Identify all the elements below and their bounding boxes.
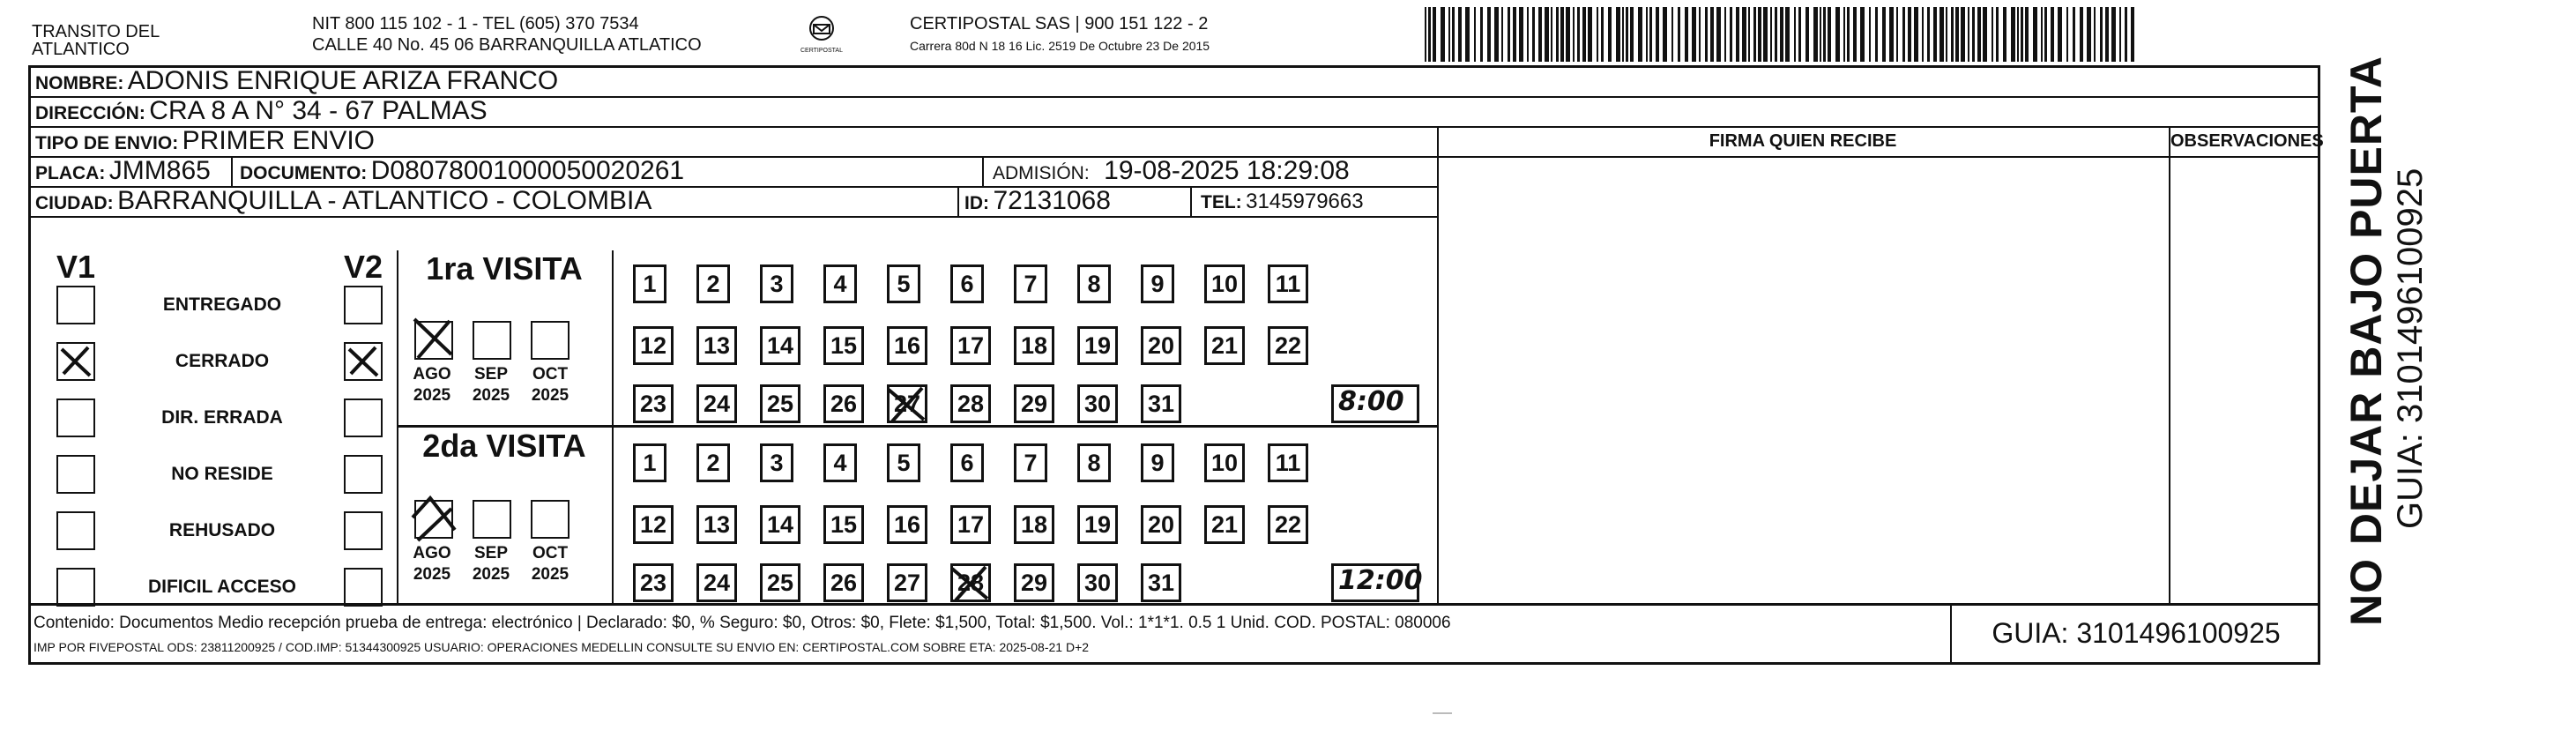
- barcode-bar: [2051, 7, 2054, 62]
- day-box[interactable]: 22: [1268, 326, 1308, 365]
- barcode-bar: [1835, 7, 1840, 62]
- visit-2-month-sep: SEP: [473, 544, 509, 562]
- day-box[interactable]: 4: [823, 443, 857, 482]
- day-box[interactable]: 3: [760, 443, 793, 482]
- id: [964, 186, 1111, 214]
- visit-2: [398, 428, 1437, 603]
- barcode-bar: [1860, 7, 1865, 62]
- day-box[interactable]: 25: [760, 384, 800, 423]
- day-box[interactable]: 1: [633, 264, 666, 303]
- v2-checkbox[interactable]: [344, 399, 383, 437]
- day-box[interactable]: 3: [760, 264, 793, 303]
- barcode-bar: [1951, 7, 1954, 62]
- barcode-bar: [1597, 7, 1598, 62]
- v1-label: V1: [56, 249, 96, 285]
- ciudad-label: CIUDAD:: [35, 193, 114, 213]
- status-label: NO RESIDE: [171, 464, 273, 484]
- day-box[interactable]: 1: [633, 443, 666, 482]
- day-box[interactable]: 24: [696, 563, 737, 602]
- day-box[interactable]: 28: [950, 563, 991, 602]
- day-box[interactable]: 30: [1077, 563, 1118, 602]
- barcode-bar: [1508, 7, 1510, 62]
- day-mark-icon: [947, 560, 993, 606]
- day-box[interactable]: 27: [887, 384, 927, 423]
- day-box[interactable]: 31: [1141, 563, 1181, 602]
- day-box[interactable]: 8: [1077, 264, 1111, 303]
- barcode-bar: [1820, 7, 1821, 62]
- day-box[interactable]: 20: [1141, 505, 1181, 544]
- day-box[interactable]: 5: [887, 443, 920, 482]
- day-box[interactable]: 26: [823, 563, 864, 602]
- barcode-bar: [1699, 7, 1701, 62]
- day-box[interactable]: 21: [1204, 505, 1245, 544]
- visit-1-year-sep: 2025: [472, 386, 510, 405]
- day-box[interactable]: 19: [1077, 505, 1118, 544]
- certipostal-logo: [795, 12, 848, 58]
- v2-checkbox[interactable]: [344, 455, 383, 494]
- barcode-bar: [1798, 7, 1801, 62]
- barcode: [1425, 7, 2139, 62]
- barcode-bar: [1480, 7, 1483, 62]
- barcode-bar: [2125, 7, 2127, 62]
- footer-guia: GUIA: 3101496100925: [1992, 617, 2281, 649]
- side-guia: GUIA: 3101496100925: [2391, 168, 2430, 529]
- nombre-label: NOMBRE:: [35, 73, 124, 93]
- barcode-bar: [1577, 7, 1580, 62]
- barcode-bar: [1532, 7, 1535, 62]
- barcode-bar: [1646, 7, 1648, 62]
- barcode-bar: [1914, 7, 1918, 62]
- visit-1-sep-checkbox[interactable]: [473, 321, 511, 360]
- visit-2-year-ago: 2025: [413, 565, 451, 584]
- tel-label: TEL:: [1201, 192, 1242, 212]
- v2-checkbox[interactable]: [344, 286, 383, 324]
- barcode-bar: [1869, 7, 1871, 62]
- day-box[interactable]: 2: [696, 264, 730, 303]
- v2-checkbox[interactable]: [344, 511, 383, 550]
- barcode-bar: [1560, 7, 1564, 62]
- barcode-bar: [1730, 7, 1732, 62]
- tel-value: 3145979663: [1246, 190, 1364, 213]
- visit-2-oct-checkbox[interactable]: [531, 500, 570, 539]
- day-box[interactable]: 4: [823, 264, 857, 303]
- barcode-bar: [1428, 7, 1431, 62]
- visit-2-month-ago: AGO: [413, 544, 451, 562]
- scan-speck: [1433, 712, 1452, 714]
- day-box[interactable]: 6: [950, 264, 984, 303]
- day-box[interactable]: 27: [887, 563, 927, 602]
- day-box[interactable]: 7: [1014, 443, 1047, 482]
- barcode-bar: [1882, 7, 1886, 62]
- barcode-bar: [1992, 7, 1993, 62]
- visit-1-month-oct: OCT: [532, 365, 569, 384]
- barcode-bar: [2094, 7, 2096, 62]
- day-box[interactable]: 16: [887, 505, 927, 544]
- right-panel: [1437, 128, 2324, 603]
- visit-1-oct-checkbox[interactable]: [531, 321, 570, 360]
- barcode-bar: [1513, 7, 1516, 62]
- documento-label: DOCUMENTO:: [240, 163, 368, 183]
- barcode-bar: [1705, 7, 1708, 62]
- documento-value: D080780010000500202​61: [370, 156, 685, 185]
- day-box[interactable]: 29: [1014, 563, 1054, 602]
- day-box[interactable]: 25: [760, 563, 800, 602]
- barcode-bar: [1933, 7, 1937, 62]
- barcode-bar: [1582, 7, 1586, 62]
- barcode-bar: [1775, 7, 1777, 62]
- barcode-bar: [1692, 7, 1696, 62]
- observaciones-label: OBSERVACIONES: [2170, 131, 2324, 151]
- day-box[interactable]: 29: [1014, 384, 1054, 423]
- v1-checkbox[interactable]: [56, 286, 95, 324]
- barcode-bar: [1908, 7, 1911, 62]
- v1-checkbox[interactable]: [56, 399, 95, 437]
- barcode-bar: [1452, 7, 1455, 62]
- barcode-bar: [2033, 7, 2037, 62]
- visit-1-month-sep: SEP: [473, 365, 509, 384]
- barcode-bar: [2041, 7, 2043, 62]
- barcode-bar: [1649, 7, 1652, 62]
- day-box[interactable]: 20: [1141, 326, 1181, 365]
- day-box[interactable]: 7: [1014, 264, 1047, 303]
- day-box[interactable]: 12: [633, 505, 674, 544]
- visit-2-years: [407, 565, 575, 585]
- v1-checkbox[interactable]: [56, 455, 95, 494]
- barcode-bar: [1763, 7, 1768, 62]
- row-nombre: [28, 68, 2320, 98]
- barcode-bar: [2021, 7, 2023, 62]
- barcode-bar: [1630, 7, 1634, 62]
- visit-1-year-oct: 2025: [531, 386, 570, 405]
- check-mark-icon: [344, 342, 383, 381]
- barcode-bar: [1922, 7, 1924, 62]
- barcode-bar: [2025, 7, 2029, 62]
- placa-label: PLACA:: [35, 163, 106, 183]
- day-box[interactable]: 19: [1077, 326, 1118, 365]
- day-mark-icon: [883, 381, 929, 427]
- status-label: CERRADO: [175, 351, 270, 371]
- barcode-bar: [1847, 7, 1850, 62]
- day-box[interactable]: 26: [823, 384, 864, 423]
- barcode-bar: [1433, 7, 1436, 62]
- visit-1-month-check-mark: [407, 312, 460, 365]
- barcode-bar: [2119, 7, 2121, 62]
- day-box[interactable]: 23: [633, 384, 674, 423]
- barcode-bar: [1671, 7, 1673, 62]
- ciudad-value: BARRANQUILLA - ATLANTICO - COLOMBIA: [117, 186, 652, 215]
- barcode-bar: [1425, 7, 1426, 62]
- visit-1-months: [407, 365, 575, 384]
- day-box[interactable]: 18: [1014, 326, 1054, 365]
- status-label: REHUSADO: [168, 520, 276, 540]
- day-box[interactable]: 23: [633, 563, 674, 602]
- day-box[interactable]: 9: [1141, 264, 1174, 303]
- barcode-bar: [1753, 7, 1756, 62]
- barcode-bar: [1977, 7, 1981, 62]
- v2-checkbox[interactable]: [344, 568, 383, 607]
- barcode-bar: [1588, 7, 1592, 62]
- day-box[interactable]: 9: [1141, 443, 1174, 482]
- placa: [35, 156, 211, 184]
- status-section: [28, 250, 397, 603]
- barcode-bar: [2003, 7, 2006, 62]
- barcode-bar: [2073, 7, 2075, 62]
- day-box[interactable]: 31: [1141, 384, 1181, 423]
- visit-1-month-ago: AGO: [413, 365, 451, 384]
- barcode-bar: [1710, 7, 1714, 62]
- visit-1-day-grid: [614, 250, 1433, 425]
- footer-divider: [28, 603, 2320, 606]
- visit-2-month-oct: OCT: [532, 544, 569, 562]
- barcode-bar: [2131, 7, 2134, 62]
- barcode-bar: [1616, 7, 1620, 62]
- side-warning: NO DEJAR BAJO PUERTA: [2341, 56, 2391, 626]
- barcode-bar: [1823, 7, 1826, 62]
- day-box[interactable]: 18: [1014, 505, 1054, 544]
- day-box[interactable]: 13: [696, 326, 737, 365]
- barcode-bar: [1736, 7, 1739, 62]
- barcode-bar: [1551, 7, 1552, 62]
- row-tipo: [28, 128, 1437, 158]
- barcode-bar: [2087, 7, 2091, 62]
- day-box[interactable]: 15: [823, 505, 864, 544]
- placa-value: JMM865: [108, 156, 211, 185]
- barcode-bar: [1996, 7, 1999, 62]
- barcode-bar: [2017, 7, 2019, 62]
- barcode-bar: [1465, 7, 1470, 62]
- documento: [240, 156, 684, 184]
- visit-2-months: [407, 544, 575, 563]
- footer-content: Contenido: Documentos Medio recepción prueba de entrega: electrónico | Declarado: $0, % Seguro: $0, Otros: $0, Flete: $1,500, Total: $1,500. Vol.: 1*1*1. 0.5 1 Unid. COD. POSTAL: 080006: [34, 614, 1451, 632]
- day-box[interactable]: 8: [1077, 443, 1111, 482]
- barcode-bar: [2044, 7, 2047, 62]
- barcode-bar: [1968, 7, 1969, 62]
- barcode-bar: [1724, 7, 1726, 62]
- barcode-bar: [2111, 7, 2116, 62]
- barcode-bar: [1441, 7, 1445, 62]
- day-box[interactable]: 22: [1268, 505, 1308, 544]
- barcode-bar: [1896, 7, 1898, 62]
- barcode-bar: [1678, 7, 1680, 62]
- day-box[interactable]: 14: [760, 505, 800, 544]
- day-box[interactable]: 12: [633, 326, 674, 365]
- row-ciudad: [28, 188, 1437, 218]
- admision-label: ADMISIÓN:: [993, 163, 1090, 183]
- barcode-bar: [1474, 7, 1476, 62]
- barcode-bar: [1785, 7, 1790, 62]
- check-mark-icon: [56, 342, 95, 381]
- barcode-bar: [1828, 7, 1831, 62]
- row-placa: [28, 158, 1437, 188]
- footer-imp: IMP POR FIVEPOSTAL ODS: 23811200925 / COD.IMP: 51344300925 USUARIO: OPERACIONES MEDELLIN CONSULTE SU ENVIO EN: CERTIPOSTAL.COM SOBRE ETA: 2025-08-21 D+2: [34, 640, 1090, 654]
- barcode-bar: [1805, 7, 1809, 62]
- status-label: DIR. ERRADA: [161, 407, 283, 428]
- barcode-bar: [2080, 7, 2083, 62]
- id-value: 72131068: [993, 186, 1111, 215]
- day-box[interactable]: 11: [1268, 443, 1308, 482]
- barcode-bar: [1494, 7, 1499, 62]
- ciudad: [35, 186, 651, 214]
- barcode-bar: [1501, 7, 1503, 62]
- tipo-envio: [35, 126, 375, 154]
- nombre-value: ADONIS ENRIQUE ARIZA FRANCO: [127, 66, 559, 95]
- barcode-graphic: [1425, 7, 2139, 62]
- logo-caption: CERTIPOSTAL: [800, 48, 843, 54]
- day-box[interactable]: 17: [950, 505, 991, 544]
- barcode-bar: [1972, 7, 1975, 62]
- barcode-bar: [1638, 7, 1642, 62]
- time-note-handwriting: 12:00: [1338, 565, 1423, 596]
- visit-2-sep-checkbox[interactable]: [473, 500, 511, 539]
- barcode-bar: [1955, 7, 1959, 62]
- barcode-bar: [2058, 7, 2062, 62]
- v1-checkbox[interactable]: [56, 511, 95, 550]
- barcode-bar: [1656, 7, 1659, 62]
- barcode-bar: [1961, 7, 1965, 62]
- day-box[interactable]: 16: [887, 326, 927, 365]
- time-note-handwriting: 8:00: [1338, 386, 1404, 417]
- sender-name: TRANSITO DEL ATLANTICO: [32, 22, 160, 59]
- visit-1-year-ago: 2025: [413, 386, 451, 405]
- barcode-bar: [1946, 7, 1947, 62]
- day-box[interactable]: 28: [950, 384, 991, 423]
- barcode-bar: [1748, 7, 1750, 62]
- barcode-bar: [1902, 7, 1905, 62]
- id-label: ID:: [964, 193, 989, 213]
- barcode-bar: [1939, 7, 1944, 62]
- v1-checkbox[interactable]: [56, 568, 95, 607]
- visit-2-title: 2da VISITA: [422, 428, 586, 464]
- carrier-name: CERTIPOSTAL SAS | 900 151 122 - 2: [910, 14, 1209, 34]
- barcode-bar: [2066, 7, 2068, 62]
- barcode-bar: [1813, 7, 1818, 62]
- row-direccion: [28, 98, 2320, 128]
- barcode-bar: [1853, 7, 1857, 62]
- barcode-bar: [1519, 7, 1523, 62]
- admision-value: 19-08-2025 18:29:08: [1104, 156, 1350, 185]
- barcode-bar: [1794, 7, 1796, 62]
- barcode-bar: [1545, 7, 1549, 62]
- tipo-value: PRIMER ENVIO: [182, 126, 376, 155]
- barcode-bar: [2011, 7, 2015, 62]
- barcode-bar: [1573, 7, 1575, 62]
- visit-2-day-grid: [614, 428, 1433, 603]
- barcode-bar: [1927, 7, 1930, 62]
- nombre: [35, 66, 558, 94]
- direccion-value: CRA 8 A N° 34 - 67 PALMAS: [149, 96, 488, 125]
- status-label: DIFICIL ACCESO: [147, 577, 296, 597]
- visit-2-month-check-mark: [407, 491, 460, 544]
- barcode-bar: [1843, 7, 1845, 62]
- barcode-bar: [1601, 7, 1604, 62]
- day-box[interactable]: 30: [1077, 384, 1118, 423]
- barcode-bar: [2100, 7, 2103, 62]
- day-box[interactable]: 21: [1204, 326, 1245, 365]
- barcode-bar: [1538, 7, 1542, 62]
- barcode-bar: [1770, 7, 1772, 62]
- barcode-bar: [1742, 7, 1746, 62]
- barcode-bar: [1556, 7, 1559, 62]
- day-box[interactable]: 13: [696, 505, 737, 544]
- day-box[interactable]: 5: [887, 264, 920, 303]
- barcode-bar: [1622, 7, 1624, 62]
- tel: [1201, 190, 1364, 218]
- barcode-bar: [1608, 7, 1612, 62]
- direccion: [35, 96, 488, 124]
- barcode-bar: [1716, 7, 1721, 62]
- day-box[interactable]: 2: [696, 443, 730, 482]
- sender-address: CALLE 40 No. 45 06 BARRANQUILLA ATLATICO: [312, 35, 702, 55]
- day-box[interactable]: 6: [950, 443, 984, 482]
- visit-1: [398, 250, 1437, 425]
- barcode-bar: [1983, 7, 1987, 62]
- visit-2-year-sep: 2025: [472, 565, 510, 584]
- barcode-bar: [1527, 7, 1529, 62]
- admision: [993, 156, 1350, 184]
- day-box[interactable]: 14: [760, 326, 800, 365]
- carrier-license: Carrera 80d N 18 16 Lic. 2519 De Octubre 23 De 2015: [910, 39, 1210, 53]
- direccion-label: DIRECCIÓN:: [35, 103, 145, 123]
- barcode-bar: [2105, 7, 2109, 62]
- barcode-bar: [1663, 7, 1667, 62]
- barcode-bar: [1448, 7, 1450, 62]
- barcode-bar: [1875, 7, 1878, 62]
- day-box[interactable]: 17: [950, 326, 991, 365]
- day-box[interactable]: 15: [823, 326, 864, 365]
- tipo-label: TIPO DE ENVIO:: [35, 133, 179, 153]
- visit-1-title: 1ra VISITA: [426, 250, 583, 287]
- day-box[interactable]: 10: [1204, 443, 1245, 482]
- barcode-bar: [1626, 7, 1628, 62]
- visit-1-years: [407, 386, 575, 406]
- barcode-bar: [1889, 7, 1894, 62]
- sender-nit: NIT 800 115 102 - 1 - TEL (605) 370 7534: [312, 14, 639, 34]
- firma-label: FIRMA QUIEN RECIBE: [1709, 131, 1897, 151]
- day-box[interactable]: 11: [1268, 264, 1308, 303]
- barcode-bar: [1458, 7, 1462, 62]
- v2-label: V2: [344, 249, 383, 285]
- barcode-bar: [1758, 7, 1761, 62]
- day-box[interactable]: 10: [1204, 264, 1245, 303]
- barcode-bar: [1566, 7, 1570, 62]
- visit-2-year-oct: 2025: [531, 565, 570, 584]
- barcode-bar: [1780, 7, 1783, 62]
- status-label: ENTREGADO: [162, 294, 282, 315]
- barcode-bar: [1685, 7, 1688, 62]
- day-box[interactable]: 24: [696, 384, 737, 423]
- barcode-bar: [1487, 7, 1491, 62]
